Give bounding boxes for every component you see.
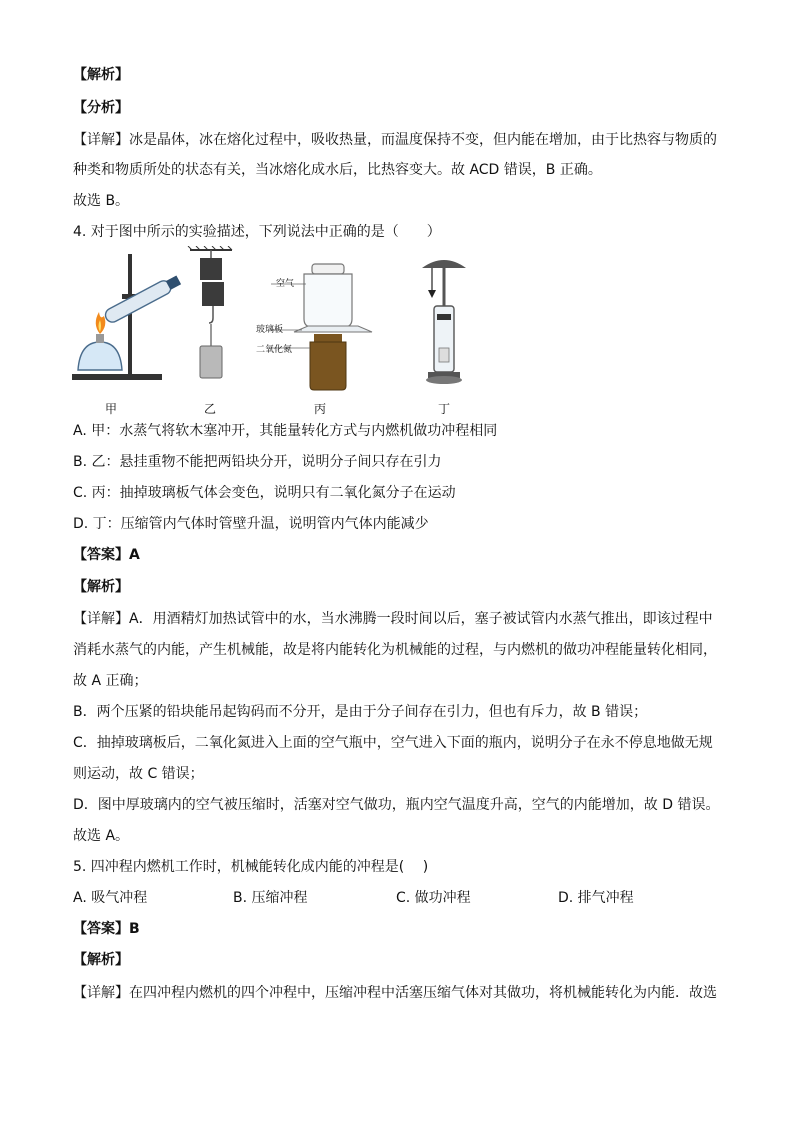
label-glass-plate: 玻璃板 [256, 325, 284, 335]
q5-option-b: B. 压缩冲程 [233, 890, 308, 906]
caption-jia: 甲 [105, 402, 118, 416]
q3-detail-line-1: 【详解】冰是晶体，冰在熔化过程中，吸收热量，而温度保持不变，但内能在增加，由于比热容与物质的 [73, 132, 717, 148]
label-air: 空气 [276, 279, 295, 289]
q4-detail-line-2: 消耗水蒸气的内能，产生机械能，故是将内能转化为机械能的过程，与内燃机的做功冲程能量转化相同， [73, 642, 717, 658]
q4-detail-line-4: B．两个压紧的铅块能吊起钩码而不分开，是由于分子间存在引力，但也有斥力，故 B 错误； [73, 704, 648, 720]
q5-answer: 【答案】B [73, 921, 140, 937]
figure-jia-heating-apparatus [72, 254, 182, 380]
q4-answer: 【答案】A [73, 547, 140, 563]
q5-option-a: A. 吸气冲程 [73, 890, 148, 906]
q4-option-a: A. 甲：水蒸气将软木塞冲开，其能量转化方式与内燃机做功冲程相同 [73, 423, 498, 439]
q4-analysis-heading: 【解析】 [73, 579, 129, 595]
figure-ding-fire-piston [422, 260, 466, 384]
q3-choose: 故选 B。 [73, 193, 130, 209]
q5-analysis-heading: 【解析】 [73, 952, 129, 968]
q3-analysis-heading: 【解析】 [73, 67, 129, 83]
q5-option-d: D. 排气冲程 [558, 890, 634, 906]
q4-choose: 故选 A。 [73, 828, 130, 844]
label-no2: 二氧化氮 [256, 345, 293, 355]
caption-yi: 乙 [204, 402, 217, 416]
q4-detail-line-1: 【详解】A．用酒精灯加热试管中的水，当水沸腾一段时间以后，塞子被试管内水蒸气推出，即该过程中 [73, 611, 713, 627]
q5-detail-line-1: 【详解】在四冲程内燃机的四个冲程中，压缩冲程中活塞压缩气体对其做功，将机械能转化为内能．故选 [73, 985, 717, 1001]
q4-detail-line-6: 则运动，故 C 错误； [73, 766, 204, 782]
q4-detail-line-5: C．抽掉玻璃板后，二氧化氮进入上面的空气瓶中，空气进入下面的瓶内，说明分子在永不停息地做无规 [73, 735, 713, 751]
q4-option-d: D. 丁：压缩管内气体时管壁升温，说明管内气体内能减少 [73, 516, 429, 532]
figure-yi-lead-blocks [188, 246, 232, 378]
q4-stem: 4. 对于图中所示的实验描述，下列说法中正确的是（ ） [73, 224, 441, 240]
q4-experiment-figure [66, 246, 476, 416]
q4-detail-line-3: 故 A 正确； [73, 673, 148, 689]
caption-ding: 丁 [438, 402, 451, 416]
q4-option-b: B. 乙：悬挂重物不能把两铅块分开，说明分子间只存在引力 [73, 454, 442, 470]
experiment-illustrations [66, 246, 476, 396]
q5-option-c: C. 做功冲程 [396, 890, 471, 906]
q3-detail-line-2: 种类和物质所处的状态有关，当冰熔化成水后，比热容变大。故 ACD 错误，B 正确。 [73, 162, 602, 178]
caption-bing: 丙 [314, 402, 327, 416]
q5-stem: 5. 四冲程内燃机工作时，机械能转化成内能的冲程是( ) [73, 859, 429, 875]
q4-detail-line-7: D．图中厚玻璃内的空气被压缩时，活塞对空气做功，瓶内空气温度升高，空气的内能增加，故 D 错误。 [73, 797, 720, 813]
q4-option-c: C. 丙：抽掉玻璃板气体会变色，说明只有二氧化氮分子在运动 [73, 485, 456, 501]
q3-fenxi-heading: 【分析】 [73, 100, 129, 116]
